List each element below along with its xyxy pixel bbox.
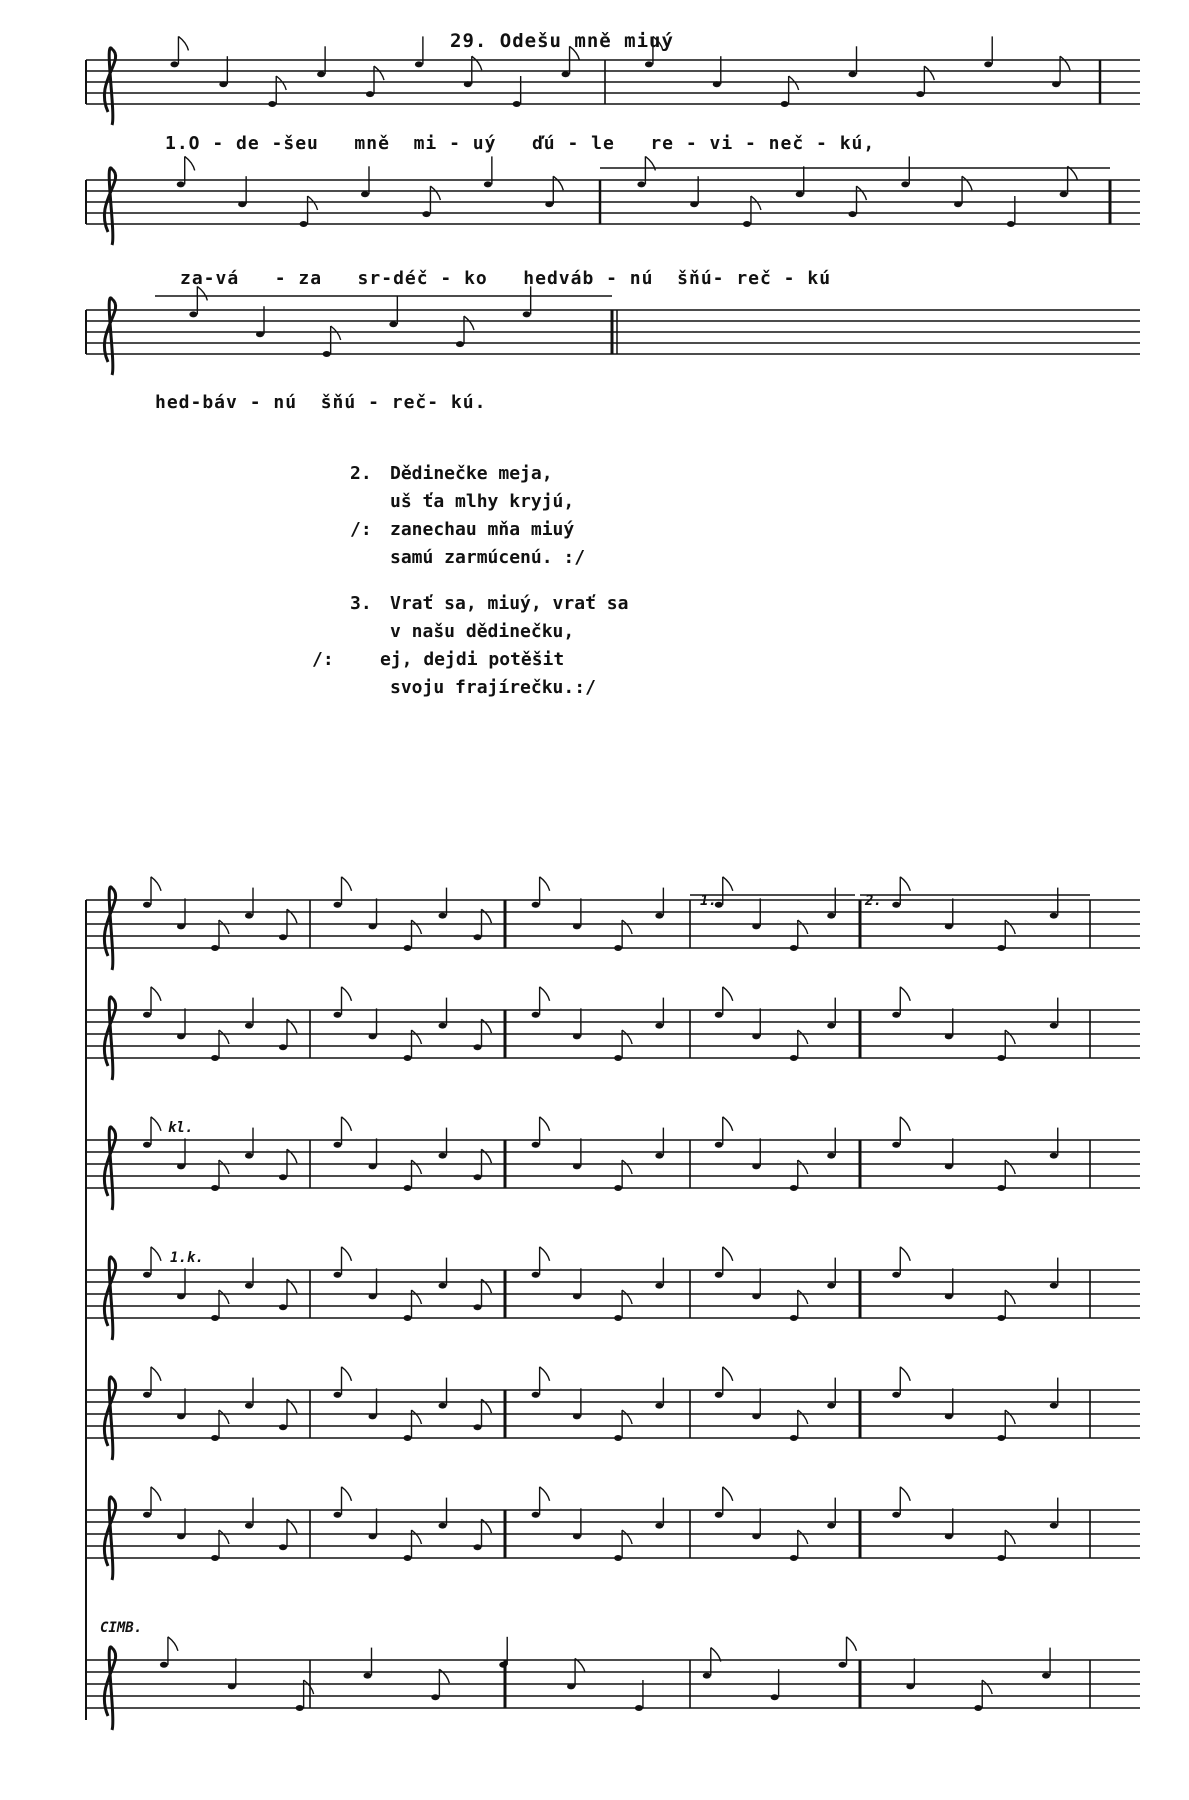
ensemble-a-flag (219, 1410, 229, 1424)
ensemble-a-flag (219, 1030, 229, 1044)
ensemble-b-notehead (439, 1403, 447, 1409)
ensemble-b-notehead (334, 1272, 342, 1278)
ensemble-d-notehead (790, 945, 798, 951)
ensemble-a-notehead (245, 1153, 253, 1159)
ensemble-a-notehead (279, 1424, 287, 1430)
ensemble-b-notehead (474, 1424, 482, 1430)
ensemble-d-flag (798, 1530, 808, 1544)
ensemble-d-notehead (790, 1185, 798, 1191)
ensemble-b-notehead (404, 1055, 412, 1061)
ensemble-e-flag (900, 877, 910, 891)
melody-2a-flag (185, 156, 195, 170)
ensemble-d-notehead (827, 913, 835, 919)
melody-2b-notehead (849, 211, 857, 217)
ensemble-c-notehead (655, 1523, 663, 1529)
lyric-line-1: 1.O - de -šeu mně mi - uý ďú - le re - vi - neč - kú, (165, 133, 876, 154)
cimbalom-notehead (499, 1662, 507, 1668)
ensemble-c-notehead (614, 945, 622, 951)
ensemble-e-notehead (1050, 913, 1058, 919)
ensemble-d-flag (798, 1160, 808, 1174)
ensemble-c-notehead (573, 1533, 581, 1539)
cimbalom-flag (168, 1637, 178, 1651)
ensemble-c-flag (540, 1367, 550, 1381)
ensemble-d-notehead (827, 1283, 835, 1289)
ensemble-c-notehead (532, 1392, 540, 1398)
melody-2b-notehead (637, 181, 645, 187)
ensemble-e-notehead (945, 1413, 953, 1419)
ensemble-d-notehead (752, 1033, 760, 1039)
melody-1b-flag (789, 76, 799, 90)
melody-1a-notehead (366, 91, 374, 97)
ensemble-e-flag (1005, 1290, 1015, 1304)
ensemble-b-notehead (369, 1163, 377, 1169)
ensemble-d-notehead (715, 1012, 723, 1018)
ensemble-c-flag (540, 1247, 550, 1261)
ensemble-b-notehead (439, 913, 447, 919)
melody-1b-flag (924, 66, 934, 80)
ensemble-e-notehead (892, 1512, 900, 1518)
ensemble-a-flag (151, 1117, 161, 1131)
ensemble-d-flag (723, 987, 733, 1001)
verse-2-repeat-mark: /: (350, 519, 372, 540)
ensemble-e-flag (1005, 1030, 1015, 1044)
ensemble-e-notehead (997, 945, 1005, 951)
kl-label: kl. (168, 1120, 194, 1136)
ensemble-b-flag (412, 1160, 422, 1174)
ensemble-a-notehead (211, 1315, 219, 1321)
melody-2b-flag (857, 186, 867, 200)
melody-2b-notehead (901, 181, 909, 187)
ensemble-e-notehead (997, 1555, 1005, 1561)
melody-2b-notehead (954, 201, 962, 207)
ensemble-e-notehead (997, 1055, 1005, 1061)
melody-2b-notehead (796, 191, 804, 197)
ensemble-a-flag (151, 987, 161, 1001)
melody-2a-notehead (361, 191, 369, 197)
verse-3 (312, 590, 629, 814)
ensemble-c-flag (540, 1117, 550, 1131)
ensemble-a-notehead (143, 902, 151, 908)
ensemble-a-notehead (211, 1555, 219, 1561)
ensemble-b-notehead (474, 1544, 482, 1550)
ensemble-b-notehead (369, 923, 377, 929)
ensemble-c-flag (622, 1530, 632, 1544)
ensemble-b-notehead (474, 1304, 482, 1310)
ensemble-c-notehead (532, 1012, 540, 1018)
cimbalom-flag (304, 1680, 314, 1694)
ensemble-e-notehead (892, 1142, 900, 1148)
ensemble-e-notehead (945, 1163, 953, 1169)
ensemble-a-notehead (177, 1293, 185, 1299)
ensemble-b-notehead (369, 1033, 377, 1039)
melody-1b-notehead (713, 81, 721, 87)
ensemble-a-notehead (211, 1435, 219, 1441)
melody-3-notehead (456, 341, 464, 347)
ensemble-e-notehead (945, 923, 953, 929)
melody-2b-notehead (1007, 221, 1015, 227)
melody-1a-notehead (464, 81, 472, 87)
cimbalom-flag (982, 1680, 992, 1694)
ensemble-a-notehead (211, 1055, 219, 1061)
ensemble-b-notehead (439, 1023, 447, 1029)
ensemble-b-notehead (369, 1533, 377, 1539)
ensemble-a-notehead (143, 1012, 151, 1018)
cimbalom-notehead (839, 1662, 847, 1668)
ensemble-e-notehead (945, 1033, 953, 1039)
melody-1a-flag (472, 56, 482, 70)
melody-1a-notehead (317, 71, 325, 77)
ensemble-c-flag (622, 1290, 632, 1304)
ensemble-a-notehead (279, 1044, 287, 1050)
melody-1b-flag (1060, 56, 1070, 70)
ensemble-d-notehead (827, 1153, 835, 1159)
melody-1a-notehead (562, 71, 570, 77)
melody-3-notehead (523, 311, 531, 317)
ensemble-d-notehead (752, 1293, 760, 1299)
ensemble-a-notehead (279, 1304, 287, 1310)
ensemble-a-notehead (279, 934, 287, 940)
ensemble-e-notehead (892, 1272, 900, 1278)
ensemble-a-notehead (279, 1544, 287, 1550)
ensemble-e-notehead (1050, 1403, 1058, 1409)
melody-3-notehead (389, 321, 397, 327)
melody-2a-flag (553, 176, 563, 190)
ensemble-a-notehead (279, 1174, 287, 1180)
ensemble-e-notehead (1050, 1023, 1058, 1029)
ensemble-d-flag (798, 1290, 808, 1304)
ensemble-c-notehead (532, 1512, 540, 1518)
ensemble-a-flag (219, 920, 229, 934)
ensemble-a-flag (151, 1367, 161, 1381)
melody-3-notehead (189, 311, 197, 317)
melody-2a-notehead (545, 201, 553, 207)
cimbalom-notehead (296, 1705, 304, 1711)
ensemble-a-flag (151, 1247, 161, 1261)
melody-1a-flag (276, 76, 286, 90)
ensemble-c-notehead (614, 1435, 622, 1441)
verse-2-line: samú zarmúcenú. :/ (390, 547, 586, 568)
ensemble-a-notehead (143, 1272, 151, 1278)
ensemble-d-notehead (715, 1512, 723, 1518)
ensemble-d-flag (798, 1410, 808, 1424)
ensemble-a-notehead (245, 1403, 253, 1409)
ensemble-e-notehead (1050, 1523, 1058, 1529)
ensemble-a-flag (219, 1160, 229, 1174)
ensemble-e-notehead (997, 1435, 1005, 1441)
ensemble-e-flag (1005, 1160, 1015, 1174)
ensemble-c-notehead (655, 913, 663, 919)
ensemble-b-flag (412, 920, 422, 934)
ensemble-c-notehead (573, 923, 581, 929)
melody-2a-notehead (300, 221, 308, 227)
ensemble-a-flag (219, 1290, 229, 1304)
cimbalom-notehead (431, 1694, 439, 1700)
ensemble-e-notehead (945, 1293, 953, 1299)
ensemble-d-notehead (715, 1392, 723, 1398)
ensemble-a-notehead (177, 1533, 185, 1539)
ensemble-d-flag (723, 1247, 733, 1261)
ensemble-b-notehead (334, 1012, 342, 1018)
melody-3-flag (331, 326, 341, 340)
ensemble-b-notehead (439, 1523, 447, 1529)
ensemble-d-notehead (752, 1533, 760, 1539)
ensemble-b-flag (342, 1487, 352, 1501)
ensemble-d-notehead (752, 1163, 760, 1169)
ensemble-a-notehead (211, 1185, 219, 1191)
ensemble-e-flag (1005, 1530, 1015, 1544)
volta-2-label: 2. (865, 893, 882, 909)
verse-3-repeat-mark: /: (312, 649, 334, 670)
ensemble-a-notehead (143, 1392, 151, 1398)
ensemble-e-flag (1005, 1410, 1015, 1424)
ensemble-b-flag (342, 987, 352, 1001)
ensemble-a-flag (151, 877, 161, 891)
melody-2b-notehead (690, 201, 698, 207)
ensemble-b-notehead (404, 1185, 412, 1191)
ensemble-e-flag (900, 1117, 910, 1131)
ensemble-a-flag (219, 1530, 229, 1544)
ensemble-c-flag (622, 920, 632, 934)
ensemble-c-notehead (573, 1163, 581, 1169)
cimbalom-notehead (771, 1694, 779, 1700)
ensemble-d-flag (723, 877, 733, 891)
melody-2b-notehead (1060, 191, 1068, 197)
ensemble-a-notehead (177, 923, 185, 929)
ensemble-d-notehead (790, 1055, 798, 1061)
ensemble-e-flag (900, 1487, 910, 1501)
ensemble-c-notehead (532, 1142, 540, 1148)
cimbalom-notehead (703, 1673, 711, 1679)
melody-2a-flag (308, 196, 318, 210)
melody-1b-notehead (781, 101, 789, 107)
verse-2-line: zanechau mňa miuý (390, 519, 575, 540)
ensemble-e-notehead (892, 1392, 900, 1398)
ensemble-e-notehead (945, 1533, 953, 1539)
melody-1a-flag (374, 66, 384, 80)
verse-3-line: ej, dejdi potěšit (380, 649, 565, 670)
melody-3-flag (464, 316, 474, 330)
ensemble-e-notehead (892, 1012, 900, 1018)
ensemble-c-notehead (573, 1413, 581, 1419)
ensemble-c-flag (622, 1160, 632, 1174)
ensemble-b-flag (412, 1530, 422, 1544)
ensemble-b-flag (342, 877, 352, 891)
ensemble-e-notehead (1050, 1153, 1058, 1159)
ensemble-c-flag (622, 1410, 632, 1424)
ensemble-d-notehead (827, 1023, 835, 1029)
ensemble-d-notehead (827, 1523, 835, 1529)
ensemble-b-notehead (474, 1174, 482, 1180)
ensemble-d-flag (723, 1487, 733, 1501)
ensemble-a-notehead (143, 1512, 151, 1518)
ensemble-d-notehead (715, 1272, 723, 1278)
cimbalom-notehead (160, 1662, 168, 1668)
ensemble-a-notehead (245, 1023, 253, 1029)
melody-1b-notehead (1052, 81, 1060, 87)
verse-2-number: 2. (350, 463, 372, 484)
ensemble-e-notehead (1050, 1283, 1058, 1289)
ensemble-b-flag (412, 1410, 422, 1424)
ensemble-d-notehead (752, 923, 760, 929)
ensemble-c-notehead (614, 1555, 622, 1561)
ensemble-b-notehead (404, 1435, 412, 1441)
ensemble-e-flag (1005, 920, 1015, 934)
cimbalom-notehead (1042, 1673, 1050, 1679)
ensemble-d-flag (798, 920, 808, 934)
ensemble-a-notehead (211, 945, 219, 951)
ensemble-a-notehead (177, 1163, 185, 1169)
ensemble-b-flag (412, 1030, 422, 1044)
ensemble-b-notehead (334, 1512, 342, 1518)
melody-2b-notehead (743, 221, 751, 227)
verse-2-line: Dědinečke meja, (390, 463, 553, 484)
ensemble-b-notehead (404, 1555, 412, 1561)
melody-1b-notehead (984, 61, 992, 67)
verse-3-line: svoju frajírečku.:/ (390, 677, 596, 698)
ensemble-b-flag (412, 1290, 422, 1304)
ensemble-b-notehead (404, 1315, 412, 1321)
song-title: 29. Odešu mně miuý (450, 30, 674, 52)
ensemble-b-notehead (404, 945, 412, 951)
ensemble-c-notehead (532, 1272, 540, 1278)
ensemble-c-notehead (655, 1403, 663, 1409)
ensemble-e-notehead (892, 902, 900, 908)
part-1k-label: 1.k. (170, 1250, 204, 1266)
melody-1a-notehead (170, 61, 178, 67)
ensemble-b-notehead (474, 934, 482, 940)
ensemble-d-notehead (752, 1413, 760, 1419)
cimbalom-flag (847, 1637, 857, 1651)
ensemble-e-flag (900, 1247, 910, 1261)
melody-3-notehead (323, 351, 331, 357)
melody-1a-notehead (415, 61, 423, 67)
verse-3-number: 3. (350, 593, 372, 614)
cimbalom-notehead (906, 1683, 914, 1689)
melody-2a-flag (430, 186, 440, 200)
cimbalom-notehead (567, 1683, 575, 1689)
ensemble-a-flag (151, 1487, 161, 1501)
ensemble-b-notehead (334, 1142, 342, 1148)
ensemble-a-notehead (245, 913, 253, 919)
melody-1b-notehead (645, 61, 653, 67)
cimbalom-notehead (228, 1683, 236, 1689)
ensemble-d-notehead (790, 1555, 798, 1561)
melody-1a-flag (178, 36, 188, 50)
ensemble-b-notehead (334, 902, 342, 908)
melody-2a-notehead (484, 181, 492, 187)
ensemble-a-notehead (177, 1033, 185, 1039)
ensemble-b-flag (342, 1247, 352, 1261)
ensemble-a-notehead (143, 1142, 151, 1148)
ensemble-e-flag (900, 1367, 910, 1381)
cimbalom-label: CIMB. (100, 1620, 143, 1636)
ensemble-c-notehead (655, 1283, 663, 1289)
melody-1a-notehead (219, 81, 227, 87)
cimbalom-notehead (364, 1673, 372, 1679)
ensemble-a-notehead (177, 1413, 185, 1419)
ensemble-d-notehead (827, 1403, 835, 1409)
melody-2b-flag (751, 196, 761, 210)
ensemble-c-notehead (614, 1055, 622, 1061)
ensemble-c-flag (540, 987, 550, 1001)
ensemble-c-notehead (532, 902, 540, 908)
ensemble-c-notehead (655, 1153, 663, 1159)
ensemble-c-flag (540, 877, 550, 891)
ensemble-e-notehead (997, 1315, 1005, 1321)
ensemble-c-notehead (655, 1023, 663, 1029)
ensemble-d-notehead (790, 1435, 798, 1441)
lyric-line-2: za-vá - za sr-déč - ko hedváb - nú šňú- reč - kú (180, 268, 832, 289)
melody-1a-notehead (268, 101, 276, 107)
verse-3-line: v našu dědinečku, (390, 621, 575, 642)
ensemble-c-notehead (573, 1293, 581, 1299)
verse-2-line: uš ťa mlhy kryjú, (390, 491, 575, 512)
ensemble-b-notehead (439, 1153, 447, 1159)
melody-1a-notehead (513, 101, 521, 107)
ensemble-d-flag (798, 1030, 808, 1044)
ensemble-c-notehead (614, 1185, 622, 1191)
ensemble-c-flag (622, 1030, 632, 1044)
ensemble-e-notehead (997, 1185, 1005, 1191)
cimbalom-notehead (635, 1705, 643, 1711)
melody-2a-notehead (422, 211, 430, 217)
ensemble-b-notehead (369, 1413, 377, 1419)
ensemble-d-flag (723, 1367, 733, 1381)
ensemble-c-notehead (573, 1033, 581, 1039)
ensemble-b-notehead (439, 1283, 447, 1289)
melody-3-notehead (256, 331, 264, 337)
ensemble-d-notehead (790, 1315, 798, 1321)
ensemble-b-notehead (369, 1293, 377, 1299)
ensemble-c-flag (540, 1487, 550, 1501)
ensemble-d-flag (723, 1117, 733, 1131)
ensemble-e-flag (900, 987, 910, 1001)
ensemble-b-flag (342, 1367, 352, 1381)
verse-3-line: Vrať sa, miuý, vrať sa (390, 593, 629, 614)
melody-2a-notehead (177, 181, 185, 187)
ensemble-c-notehead (614, 1315, 622, 1321)
melody-1b-notehead (849, 71, 857, 77)
ensemble-b-flag (342, 1117, 352, 1131)
ensemble-d-notehead (715, 1142, 723, 1148)
ensemble-a-notehead (245, 1523, 253, 1529)
lyric-line-3: hed-báv - nú šňú - reč- kú. (155, 392, 487, 413)
ensemble-a-notehead (245, 1283, 253, 1289)
cimbalom-notehead (974, 1705, 982, 1711)
melody-1b-notehead (916, 91, 924, 97)
melody-2b-flag (962, 176, 972, 190)
volta-1-label: 1. (700, 893, 717, 909)
melody-2a-notehead (238, 201, 246, 207)
ensemble-b-notehead (334, 1392, 342, 1398)
ensemble-b-notehead (474, 1044, 482, 1050)
